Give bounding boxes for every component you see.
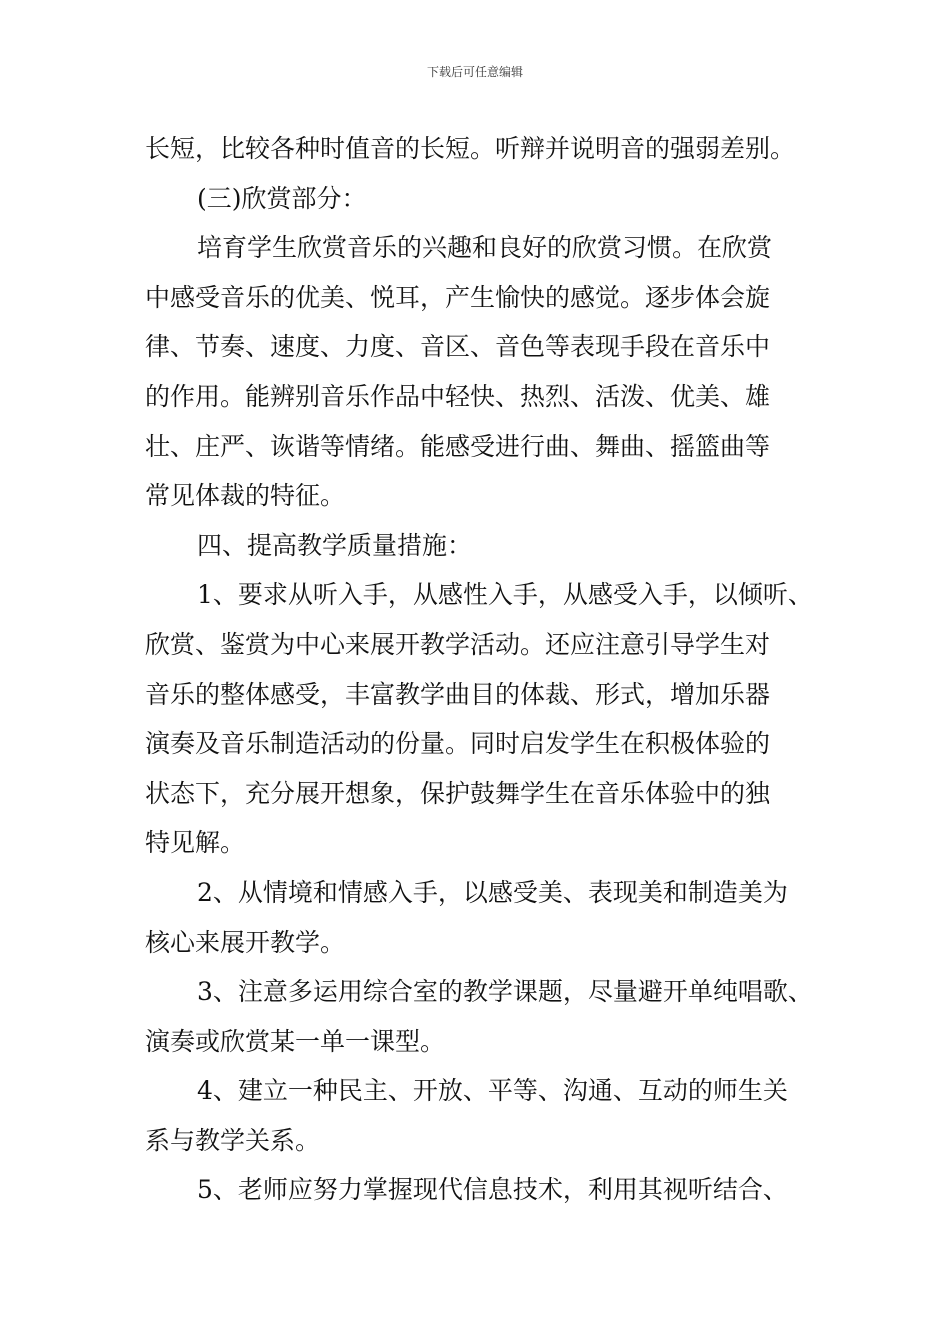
document-body	[145, 124, 813, 1215]
section-heading-appreciation: (三)欣赏部分：	[197, 183, 367, 213]
text-line: 演奏及音乐制造活动的份量。同时启发学生在积极体验的	[145, 729, 771, 759]
text-line: 长短，比较各种时值音的长短。听辩并说明音的强弱差别。	[145, 134, 796, 163]
list-item-4: 4、建立一种民主、开放、平等、沟通、互动的师生关	[197, 1076, 788, 1106]
text-line: 培育学生欣赏音乐的兴趣和良好的欣赏习惯。在欣赏	[197, 233, 773, 263]
section-heading-measures: 四、提高教学质量措施：	[197, 530, 473, 560]
text-line: 系与教学关系。	[145, 1125, 321, 1155]
text-line: 音乐的整体感受，丰富教学曲目的体裁、形式，增加乐器	[145, 679, 771, 709]
text-line: 常见体裁的特征。	[145, 481, 346, 511]
page-header: 下载后可任意编辑	[426, 65, 523, 79]
text-line: 壮、庄严、诙谐等情绪。能感受进行曲、舞曲、摇篮曲等	[145, 431, 771, 461]
text-line: 特见解。	[145, 828, 246, 858]
list-item-3: 3、注意多运用综合室的教学课题，尽量避开单纯唱歌、	[197, 977, 813, 1007]
text-line: 的作用。能辨别音乐作品中轻快、热烈、活泼、优美、雄	[145, 381, 771, 411]
text-line: 中感受音乐的优美、悦耳，产生愉快的感觉。逐步体会旋	[145, 282, 771, 312]
text-line: 欣赏、鉴赏为中心来展开教学活动。还应注意引导学生对	[145, 629, 771, 659]
list-item-2: 2、从情境和情感入手，以感受美、表现美和制造美为	[197, 877, 788, 907]
list-item-5: 5、老师应努力掌握现代信息技术，利用其视听结合、	[197, 1175, 788, 1205]
text-line: 状态下，充分展开想象，保护鼓舞学生在音乐体验中的独	[145, 778, 771, 808]
text-line: 核心来展开教学。	[145, 927, 346, 957]
list-item-1: 1、要求从听入手，从感性入手，从感受入手，以倾听、	[197, 580, 813, 610]
text-line: 律、节奏、速度、力度、音区、音色等表现手段在音乐中	[145, 332, 771, 362]
text-line: 演奏或欣赏某一单一课型。	[145, 1026, 446, 1056]
